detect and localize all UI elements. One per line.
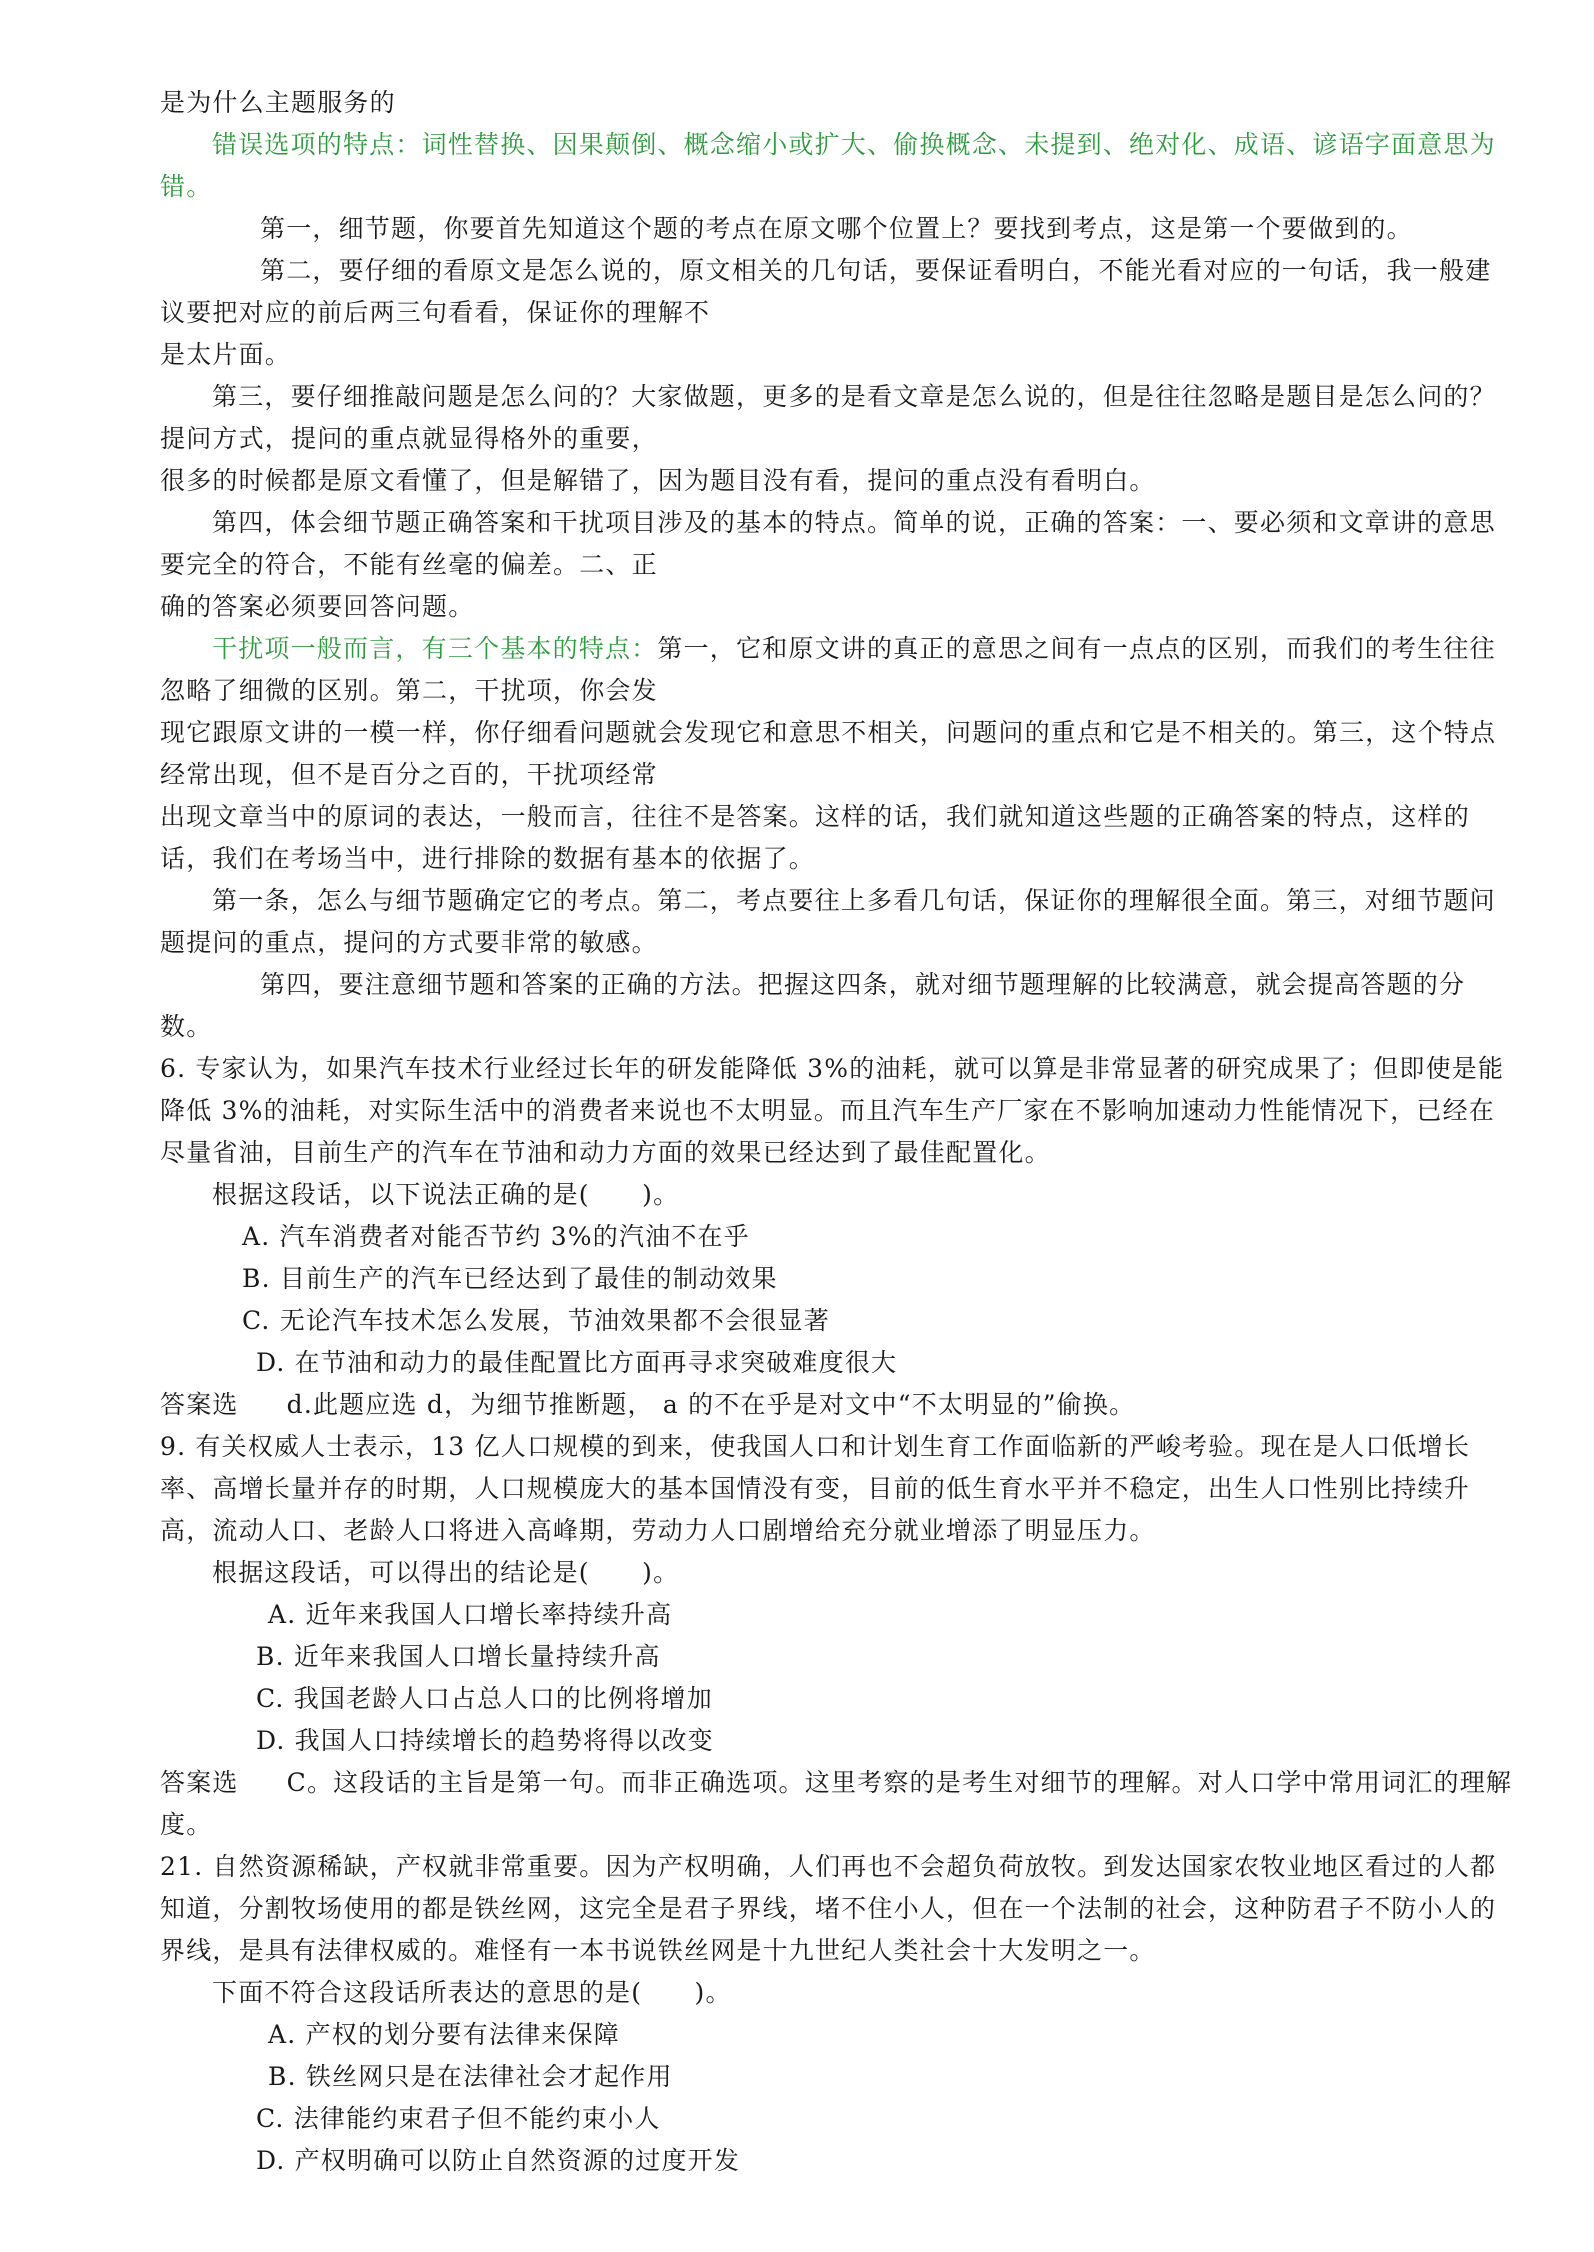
paragraph: 是为什么主题服务的	[160, 88, 396, 117]
paragraph: 出现文章当中的原词的表达，一般而言，往往不是答案。这样的话，我们就知道这些题的正确答案的特点，这样的话，我们在考场当中，进行排除的数据有基本的依据了。	[160, 802, 1471, 873]
option-a: A. 近年来我国人口增长率持续升高	[268, 1600, 673, 1629]
question-stem: 21. 自然资源稀缺，产权就非常重要。因为产权明确，人们再也不会超负荷放牧。到发达国家农牧业地区看过的人都知道，分割牧场使用的都是铁丝网，这完全是君子界线，堵不住小人，但在一个法制的社会，这种防君子不防小人的界线，是具有法律权威的。难怪有一本书说铁丝网是十九世纪人类社会十大发明之一。	[160, 1852, 1497, 1965]
answer-label: 答案选	[160, 1768, 239, 1797]
answer-line	[160, 1384, 1514, 1426]
option-c: C. 我国老龄人口占总人口的比例将增加	[256, 1684, 713, 1713]
option-c: C. 法律能约束君子但不能约束小人	[256, 2104, 661, 2133]
question-prompt: 根据这段话，以下说法正确的是( )。	[212, 1180, 680, 1209]
answer-label: 答案选	[160, 1390, 239, 1419]
document-body	[160, 82, 1514, 2182]
answer-text: d.此题应选 d，为细节推断题， a 的不在乎是对文中“不太明显的”偷换。	[286, 1390, 1136, 1419]
paragraph: 很多的时候都是原文看懂了，但是解错了，因为题目没有看，提问的重点没有看明白。	[160, 466, 1156, 495]
answer-text: C。这段话的主旨是第一句。而非正确选项。这里考察的是考生对细节的理解。对人口学中常用词汇的理解度。	[160, 1768, 1513, 1839]
option-d: D. 我国人口持续增长的趋势将得以改变	[256, 1726, 714, 1755]
paragraph: 第四，要注意细节题和答案的正确的方法。把握这四条，就对细节题理解的比较满意，就会提高答题的分数。	[160, 970, 1466, 1041]
paragraph: 现它跟原文讲的一模一样，你仔细看问题就会发现它和意思不相关，问题问的重点和它是不相关的。第三，这个特点经常出现，但不是百分之百的，干扰项经常	[160, 718, 1497, 789]
paragraph-text: 第一，它和原文讲的真正的意思之间有一点点的区别，而我们的考生往往忽略了细微的区别。第二，干扰项，你会发	[160, 634, 1496, 705]
option-b: B. 近年来我国人口增长量持续升高	[256, 1642, 661, 1671]
option-c: C. 无论汽车技术怎么发展，节油效果都不会很显著	[242, 1306, 830, 1335]
paragraph: 第一条，怎么与细节题确定它的考点。第二，考点要往上多看几句话，保证你的理解很全面。第三，对细节题问题提问的重点，提问的方式要非常的敏感。	[160, 886, 1496, 957]
paragraph: 确的答案必须要回答问题。	[160, 592, 475, 621]
option-a: A. 汽车消费者对能否节约 3%的汽油不在乎	[242, 1222, 750, 1251]
distractor-heading: 干扰项一般而言，有三个基本的特点：	[212, 634, 658, 663]
option-d: D. 产权明确可以防止自然资源的过度开发	[256, 2146, 741, 2175]
option-d: D. 在节油和动力的最佳配置比方面再寻求突破难度很大	[256, 1348, 898, 1377]
answer-line	[160, 1762, 1514, 1846]
paragraph: 第二，要仔细的看原文是怎么说的，原文相关的几句话，要保证看明白，不能光看对应的一句话，我一般建议要把对应的前后两三句看看，保证你的理解不	[160, 256, 1492, 327]
question-stem: 6. 专家认为，如果汽车技术行业经过长年的研发能降低 3%的油耗，就可以算是非常显著的研究成果了；但即使是能降低 3%的油耗，对实际生活中的消费者来说也不太明显。而且汽车生产厂家在不影响加速动力性能情况下，已经在尽量省油，目前生产的汽车在节油和动力方面的效果已经达到了最佳配置化。	[160, 1054, 1505, 1167]
paragraph: 第一，细节题，你要首先知道这个题的考点在原文哪个位置上？要找到考点，这是第一个要做到的。	[260, 214, 1413, 243]
paragraph: 是太片面。	[160, 340, 292, 369]
option-b: B. 目前生产的汽车已经达到了最佳的制动效果	[242, 1264, 778, 1293]
question-prompt: 根据这段话，可以得出的结论是( )。	[212, 1558, 680, 1587]
paragraph: 第三，要仔细推敲问题是怎么问的？大家做题，更多的是看文章是怎么说的，但是往往忽略是题目是怎么问的？提问方式，提问的重点就显得格外的重要，	[160, 382, 1496, 453]
paragraph: 第四，体会细节题正确答案和干扰项目涉及的基本的特点。简单的说，正确的答案：一、要必须和文章讲的意思要完全的符合，不能有丝毫的偏差。二、正	[160, 508, 1496, 579]
paragraph	[160, 628, 1514, 712]
option-b: B. 铁丝网只是在法律社会才起作用	[268, 2062, 673, 2091]
wrong-option-features: 错误选项的特点：词性替换、因果颠倒、概念缩小或扩大、偷换概念、未提到、绝对化、成语、谚语字面意思为错。	[160, 130, 1496, 201]
question-prompt: 下面不符合这段话所表达的意思的是( )。	[212, 1978, 732, 2007]
question-stem: 9. 有关权威人士表示，13 亿人口规模的到来，使我国人口和计划生育工作面临新的严峻考验。现在是人口低增长率、高增长量并存的时期，人口规模庞大的基本国情没有变，目前的低生育水平并不稳定，出生人口性别比持续升高，流动人口、老龄人口将进入高峰期，劳动力人口剧增给充分就业增添了明显压力。	[160, 1432, 1471, 1545]
option-a: A. 产权的划分要有法律来保障	[268, 2020, 620, 2049]
